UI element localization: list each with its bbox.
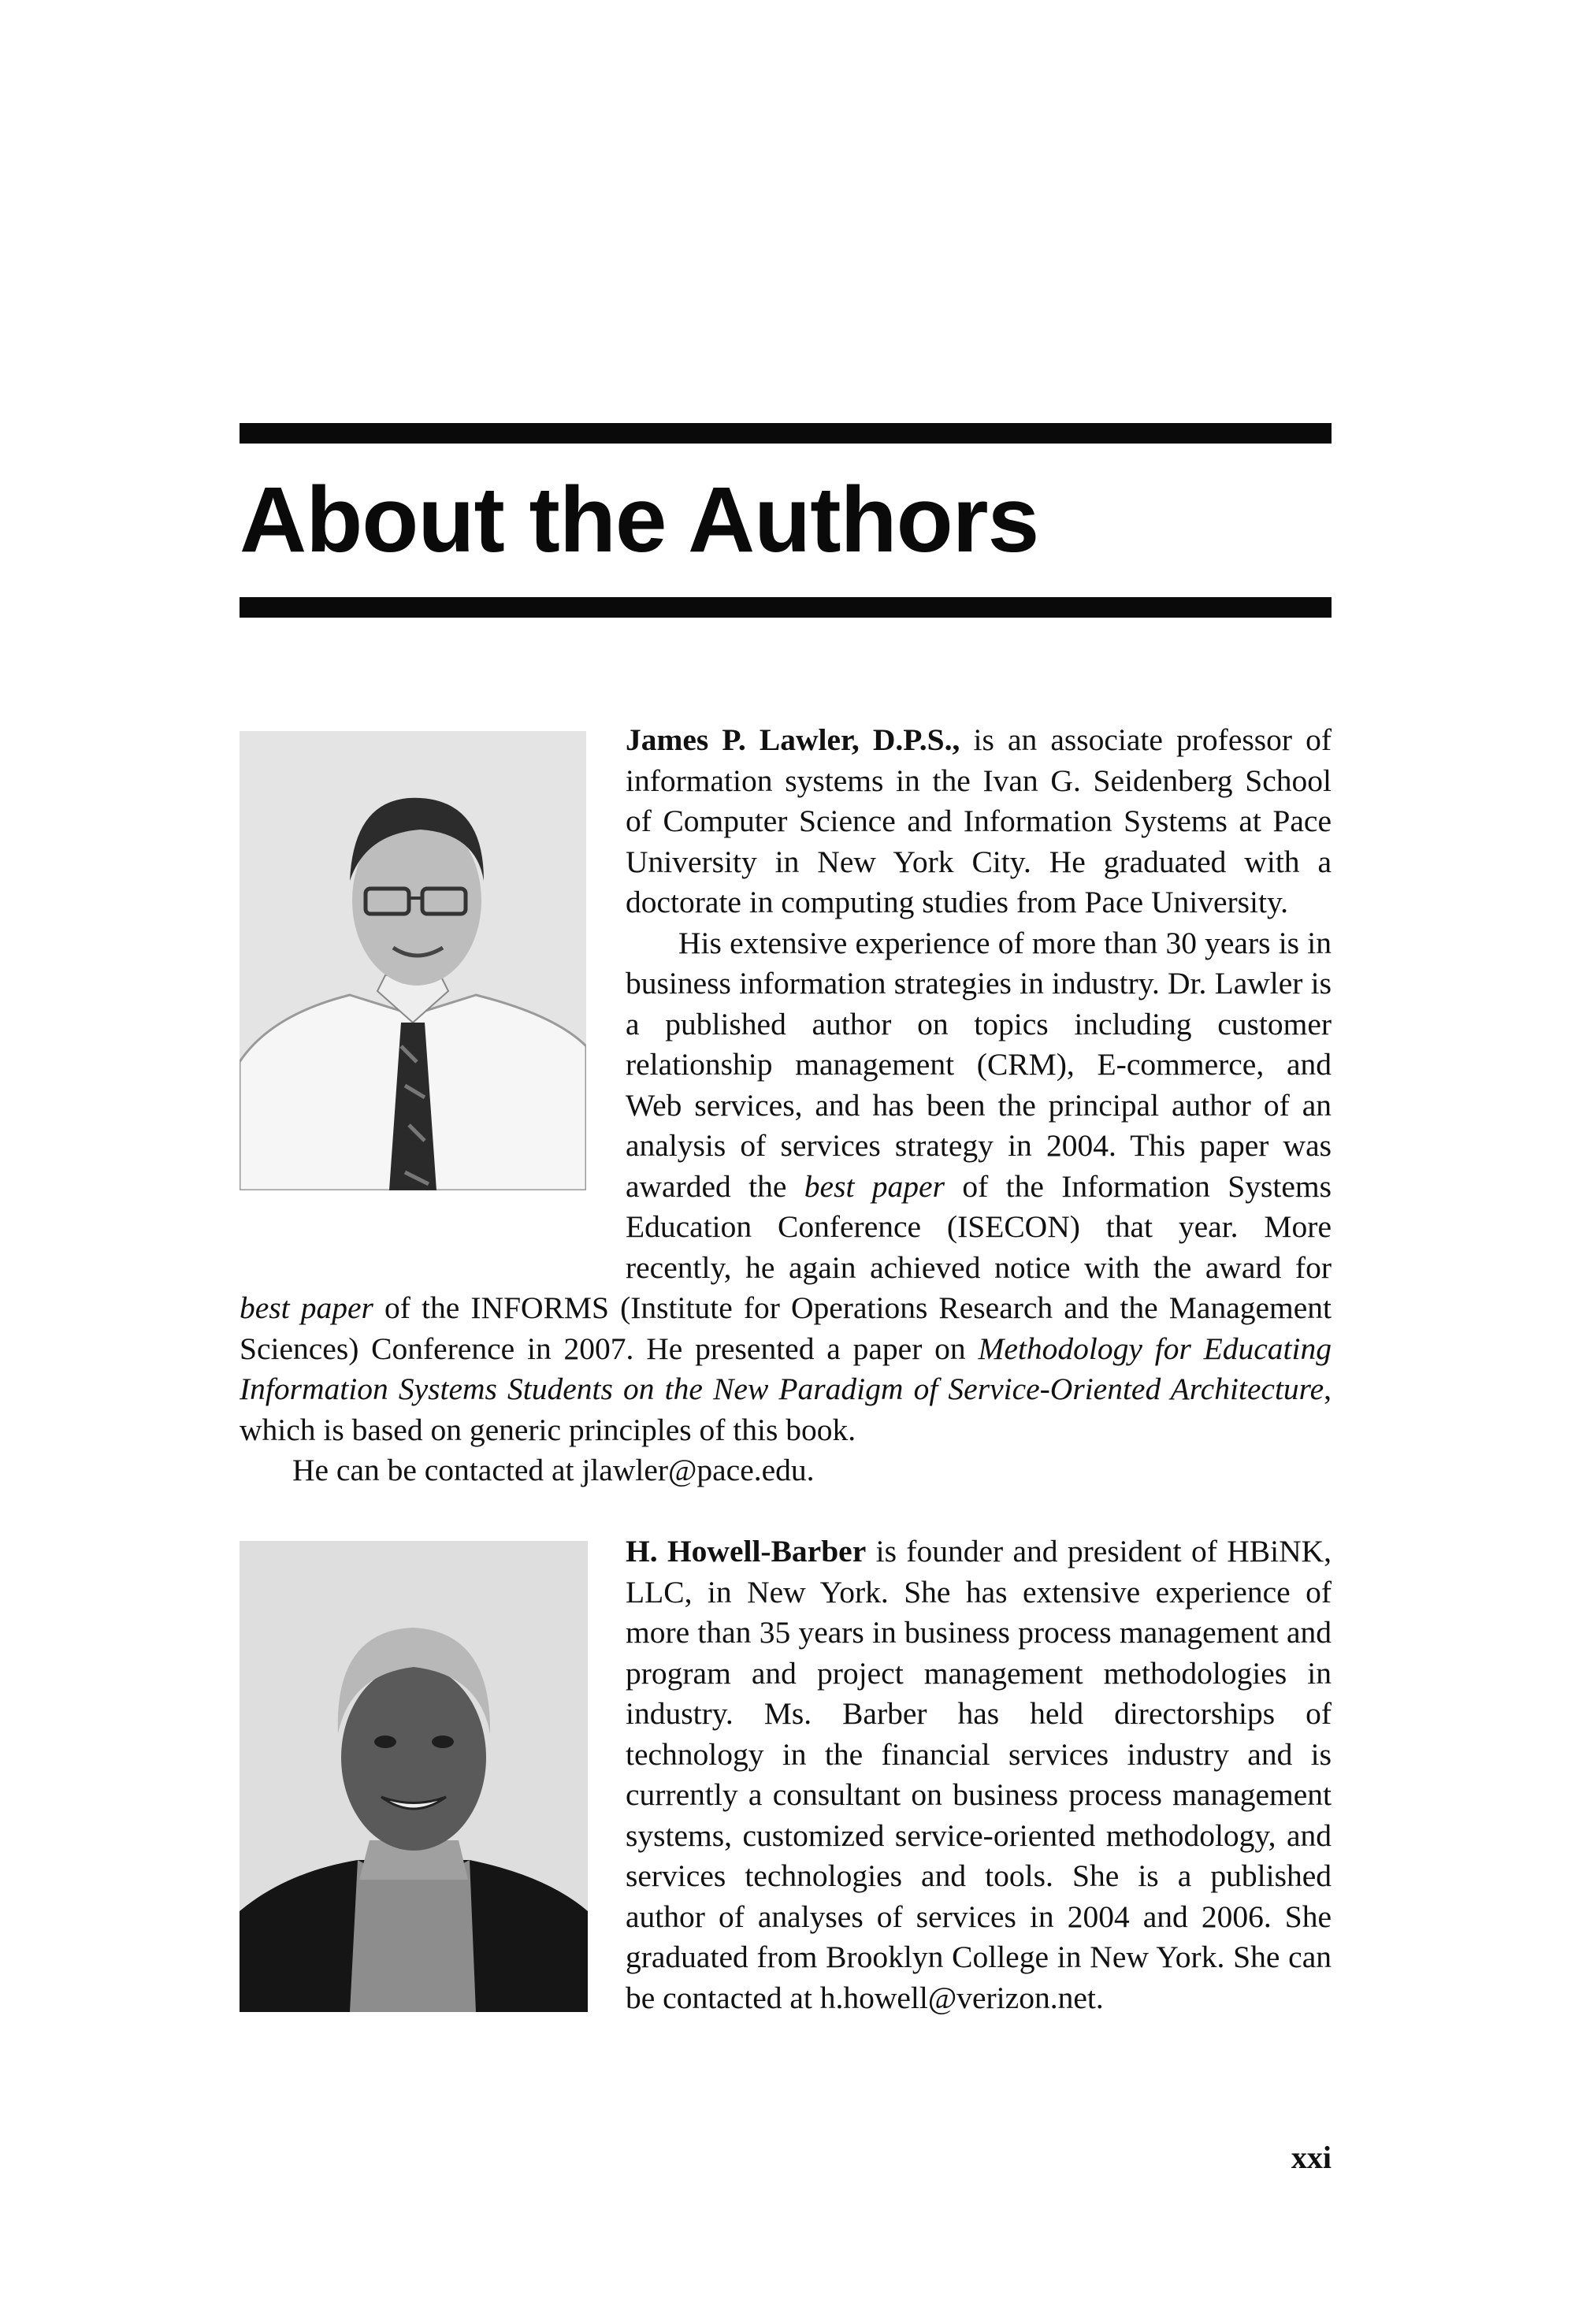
page-title: About the Authors [240, 468, 1039, 572]
paper-title: Methodology for Educating Information Systems Students on the New Paradigm of Service-Oriented Architecture [240, 1331, 1332, 1406]
author-name: H. Howell-Barber [626, 1534, 867, 1569]
bio-text: His extensive experience of more than 30 years is in business information strategies in industry. Dr. Lawler is a published author on topics including customer relationship management (CRM), E-commerce, and Web services, and has been the principal author of an analysis of services strategy in 2004. This paper was awarded the [626, 925, 1332, 1204]
bio-text: , which is based on generic principles of this book. [240, 1372, 1332, 1447]
bio-text: is founder and president of HBiNK, LLC, in New York. She has extensive experience of more than 35 years in business process management and program and project management methodologies in industry. Ms. Barber has held directorships of technology in the financial services industry and is currently a consultant on business process management systems, customized service-oriented methodology, and services technologies and tools. She is a published author of analyses of services in 2004 and 2006. She graduated from Brooklyn College in New York. She can be contacted at h.howell@verizon.net. [626, 1534, 1332, 2015]
bio-text: of the Information Systems Education Conference (ISECON) that year. More recently, he again achieved notice with the award for [626, 1168, 1332, 1285]
bio-text: of the INFORMS (Institute for Operations Research and the Management Sciences) Conference in 2007. He presented a paper on [240, 1290, 1332, 1366]
bio-text: is an associate professor of information systems in the Ivan G. Seidenberg School of Computer Science and Information Systems at Pace University in New York City. He graduated with a doctorate in computing studies from Pace University. [626, 722, 1332, 919]
bio-emphasis: best paper [240, 1290, 373, 1325]
author-name: James P. Lawler, D.P.S., [626, 722, 960, 757]
author-bio-howell-barber [240, 1531, 1332, 2099]
title-top-rule [240, 423, 1332, 444]
contact-line: He can be contacted at jlawler@pace.edu. [292, 1453, 815, 1487]
photo-space [240, 720, 626, 1262]
title-bottom-rule [240, 597, 1332, 618]
page-number: xxi [1291, 2140, 1332, 2175]
photo-space [240, 1531, 626, 2099]
author-bio-lawler [240, 720, 1332, 1491]
bio-emphasis: best paper [804, 1168, 945, 1204]
